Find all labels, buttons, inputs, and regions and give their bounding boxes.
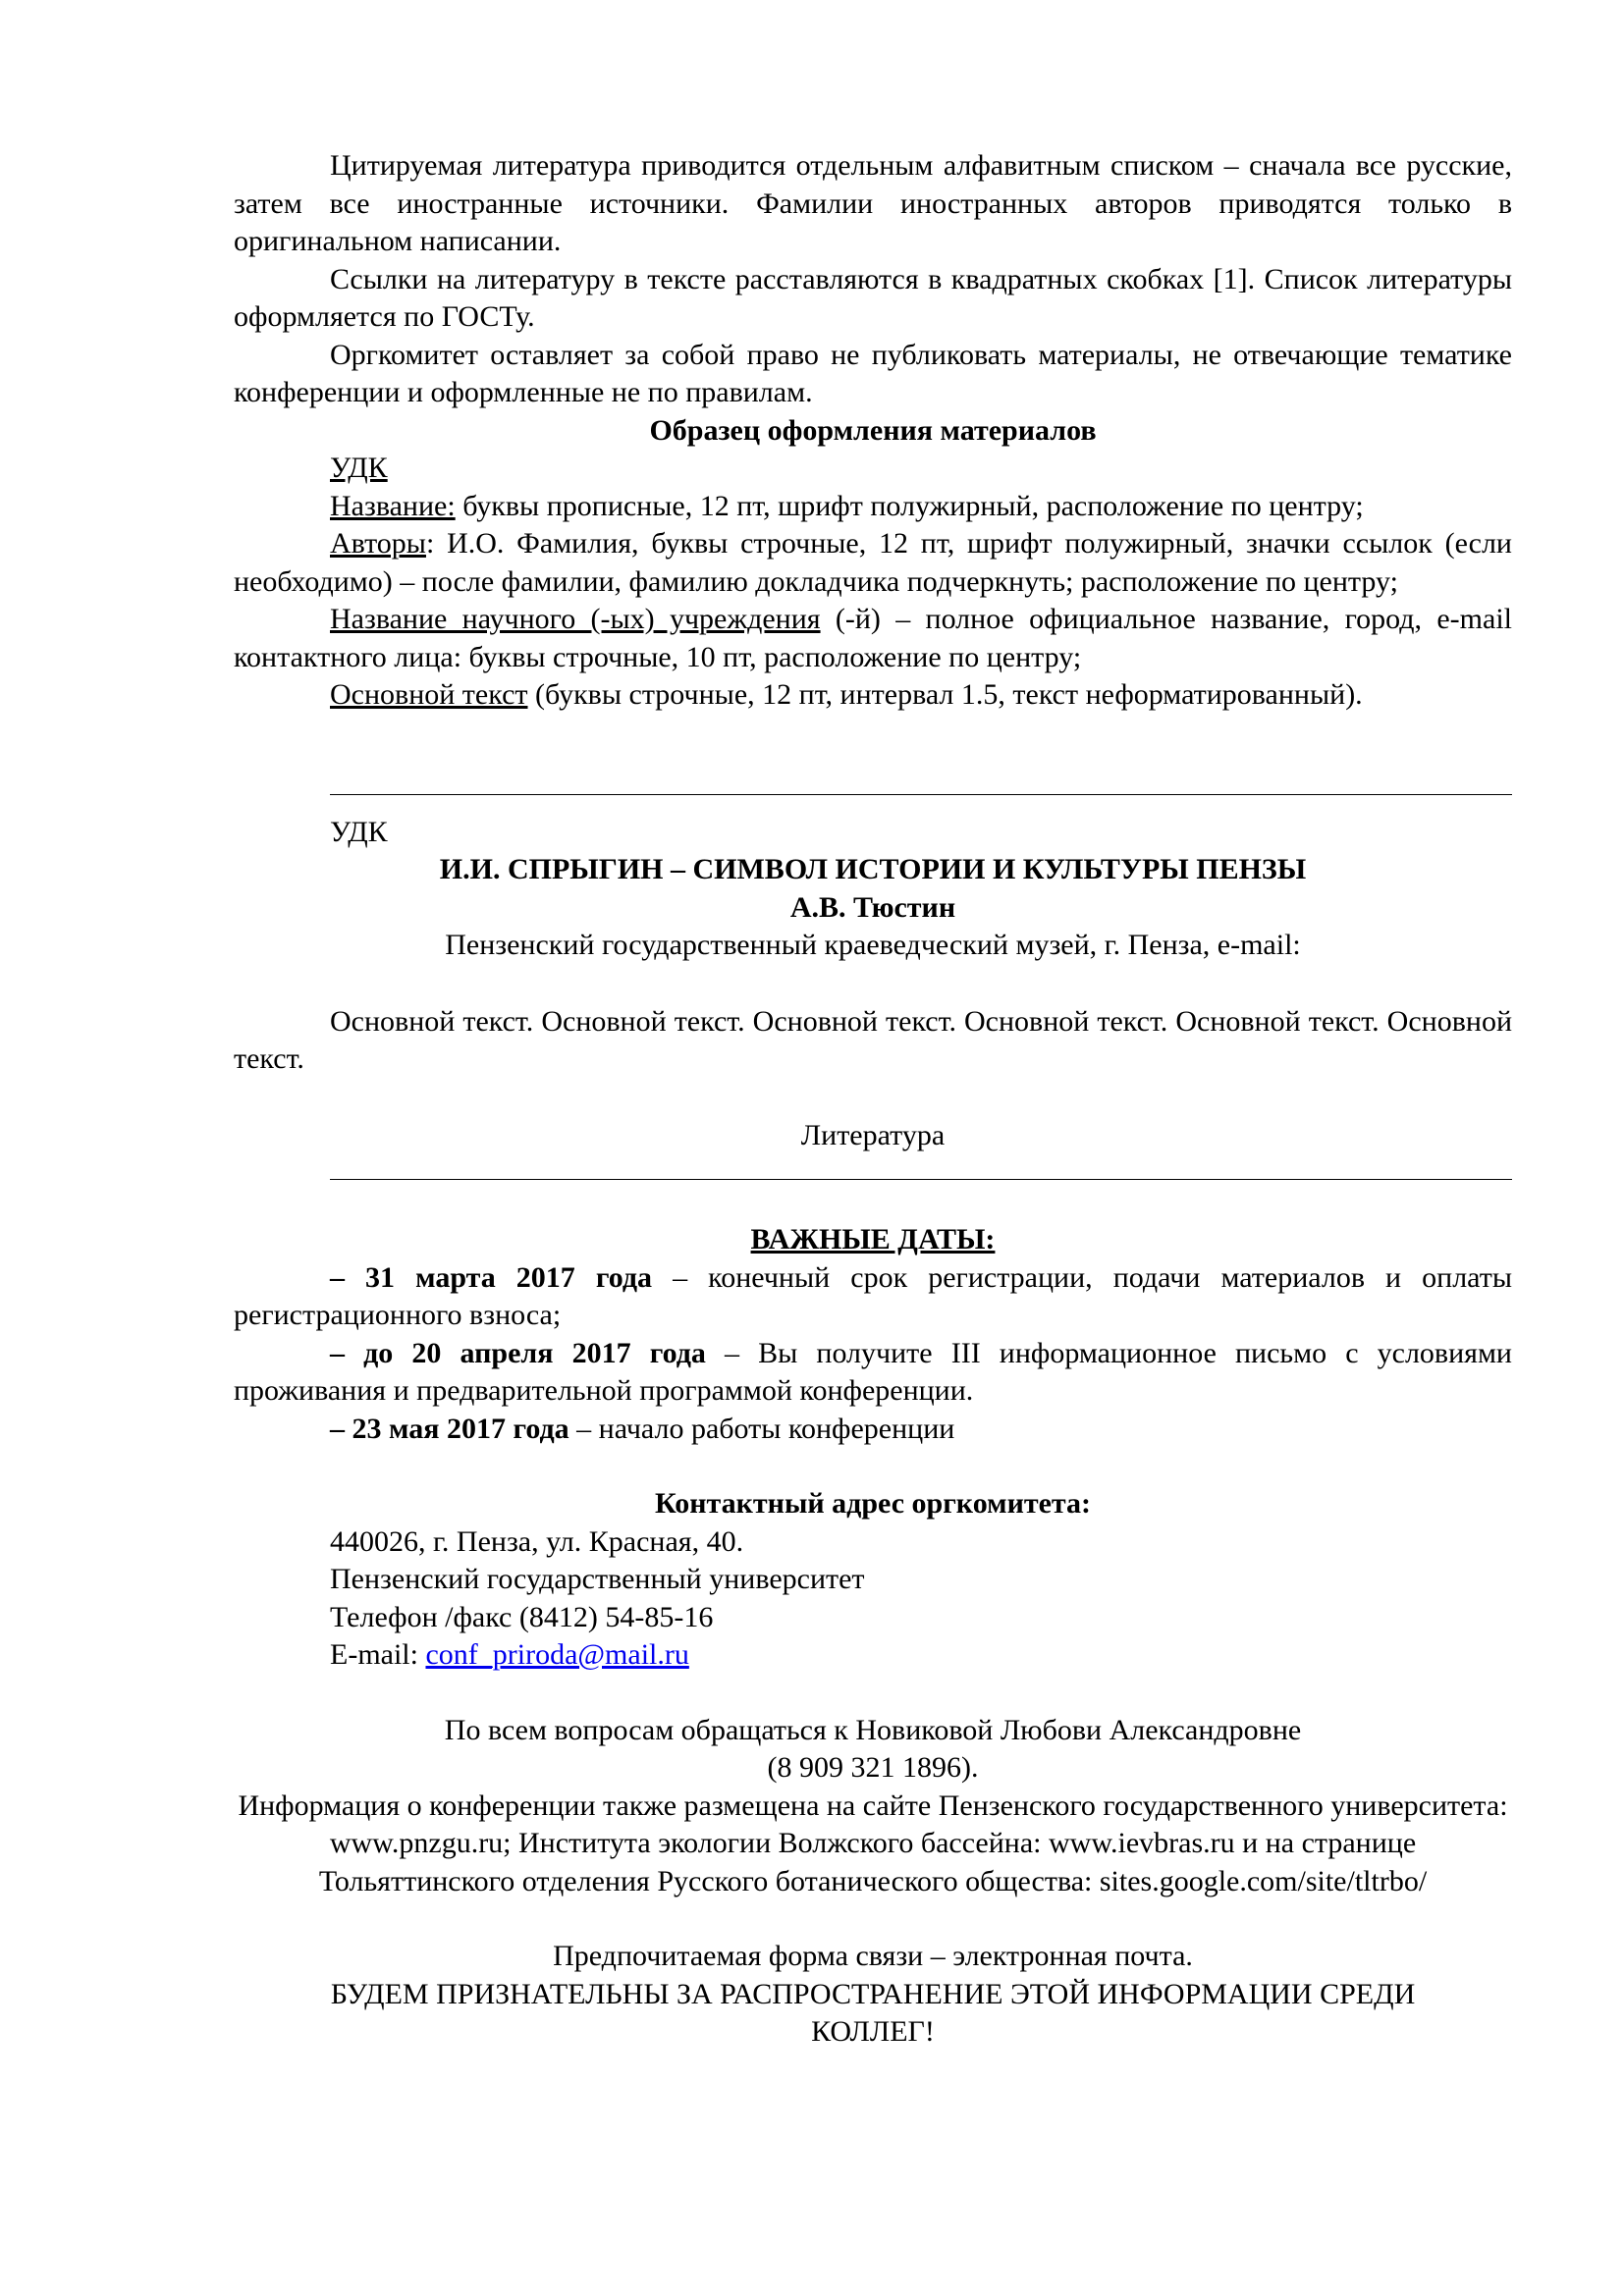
contacts-email-link[interactable]: conf_priroda@mail.ru: [425, 1638, 689, 1671]
info-sites: Информация о конференции также размещена на сайте Пензенского государственного университета: www.pnzgu.ru; Института экологии Волжского бассейна: www.ievbras.ru и на странице Тольяттинского отделения Русского ботанического общества: sites.google.com/site/tltrbo/: [238, 1789, 1508, 1897]
example-udk: УДК: [330, 815, 388, 848]
sample-top-divider: [330, 794, 1512, 795]
date-item-registration-text: – конечный срок регистрации, подачи материалов и оплаты регистрационного взноса;: [234, 1260, 1512, 1331]
example-author: А.В. Тюстин: [789, 890, 956, 924]
rule-title-text: буквы прописные, 12 пт, шрифт полужирный, расположение по центру;: [455, 489, 1364, 522]
rule-institution-text: (-й) – полное официальное название, город, e-mail контактного лица: буквы строчные, 10 пт, расположение по центру;: [234, 603, 1512, 673]
rule-authors-label: Авторы: [330, 527, 426, 560]
example-affiliation: Пензенский государственный краеведческий музей, г. Пенза, e-mail:: [445, 929, 1301, 961]
example-body: Основной текст. Основной текст. Основной текст. Основной текст. Основной текст. Основной текст.: [234, 1004, 1512, 1075]
contacts-phone: Телефон /факс (8412) 54-85-16: [330, 1600, 714, 1633]
rule-body-label: Основной текст: [330, 678, 528, 711]
rule-authors: [234, 525, 1512, 601]
info-contact-phone: (8 909 321 1896).: [767, 1751, 979, 1784]
contacts-heading: Контактный адрес оргкомитета:: [654, 1487, 1091, 1520]
dates-heading: ВАЖНЫЕ ДАТЫ:: [750, 1223, 996, 1255]
example-references-heading: Литература: [800, 1118, 946, 1151]
sample-udk: УДК: [330, 452, 388, 484]
rule-institution-label: Название научного (-ых) учреждения: [330, 603, 821, 635]
date-item-letter-text: – Вы получите III информационное письмо с условиями проживания и предварительной программой конференции.: [234, 1336, 1512, 1407]
sample-rules-heading: Образец оформления материалов: [649, 413, 1097, 447]
contacts-address: 440026, г. Пенза, ул. Красная, 40.: [330, 1524, 744, 1558]
info-contact-person: По всем вопросам обращаться к Новиковой Любови Александровне: [444, 1713, 1302, 1746]
intro-paragraph-literature: Цитируемая литература приводится отдельным алфавитным списком – сначала все русские, затем все иностранные источники. Фамилии иностранных авторов приводятся только в оригинальном написании.: [234, 149, 1512, 257]
date-item-start: [234, 1411, 1512, 1449]
date-item-start-text: – начало работы конференции: [568, 1412, 955, 1445]
intro-paragraph-committee: Оргкомитет оставляет за собой право не публиковать материалы, не отвечающие тематике конференции и оформленные не по правилам.: [234, 338, 1512, 408]
date-item-registration-date: – 31 марта 2017 года: [330, 1260, 653, 1294]
closing-appeal: БУДЕМ ПРИЗНАТЕЛЬНЫ ЗА РАСПРОСТРАНЕНИЕ ЭТОЙ ИНФОРМАЦИИ СРЕДИ КОЛЛЕГ!: [330, 1977, 1416, 2048]
sample-bottom-divider: [330, 1179, 1512, 1180]
date-item-start-date: – 23 мая 2017 года: [330, 1412, 569, 1445]
intro-paragraph-references: Ссылки на литературу в тексте расставляются в квадратных скобках [1]. Список литературы оформляется по ГОСТу.: [234, 262, 1512, 333]
closing-preferred-contact: Предпочитаемая форма связи – электронная почта.: [553, 1940, 1193, 1972]
date-item-letter-date: – до 20 апреля 2017 года: [330, 1336, 706, 1369]
rule-authors-text: : И.О. Фамилия, буквы строчные, 12 пт, шрифт полужирный, значки ссылок (если необходимо) – после фамилии, фамилию докладчика подчеркнуть; расположение по центру;: [234, 527, 1512, 598]
rule-title-label: Название:: [330, 489, 456, 522]
contacts-university: Пензенский государственный университет: [330, 1563, 865, 1595]
date-item-letter: [234, 1335, 1512, 1411]
rule-title: [234, 488, 1512, 526]
rule-body-text: (буквы строчные, 12 пт, интервал 1.5, текст неформатированный).: [527, 678, 1363, 711]
example-title: И.И. СПРЫГИН – СИМВОЛ ИСТОРИИ И КУЛЬТУРЫ ПЕНЗЫ: [439, 853, 1307, 885]
contacts-email-label: E-mail:: [330, 1638, 426, 1671]
date-item-registration: [234, 1259, 1512, 1335]
rule-institution: [234, 601, 1512, 676]
rule-body: [234, 676, 1512, 715]
contacts-email-line: [330, 1636, 1512, 1675]
